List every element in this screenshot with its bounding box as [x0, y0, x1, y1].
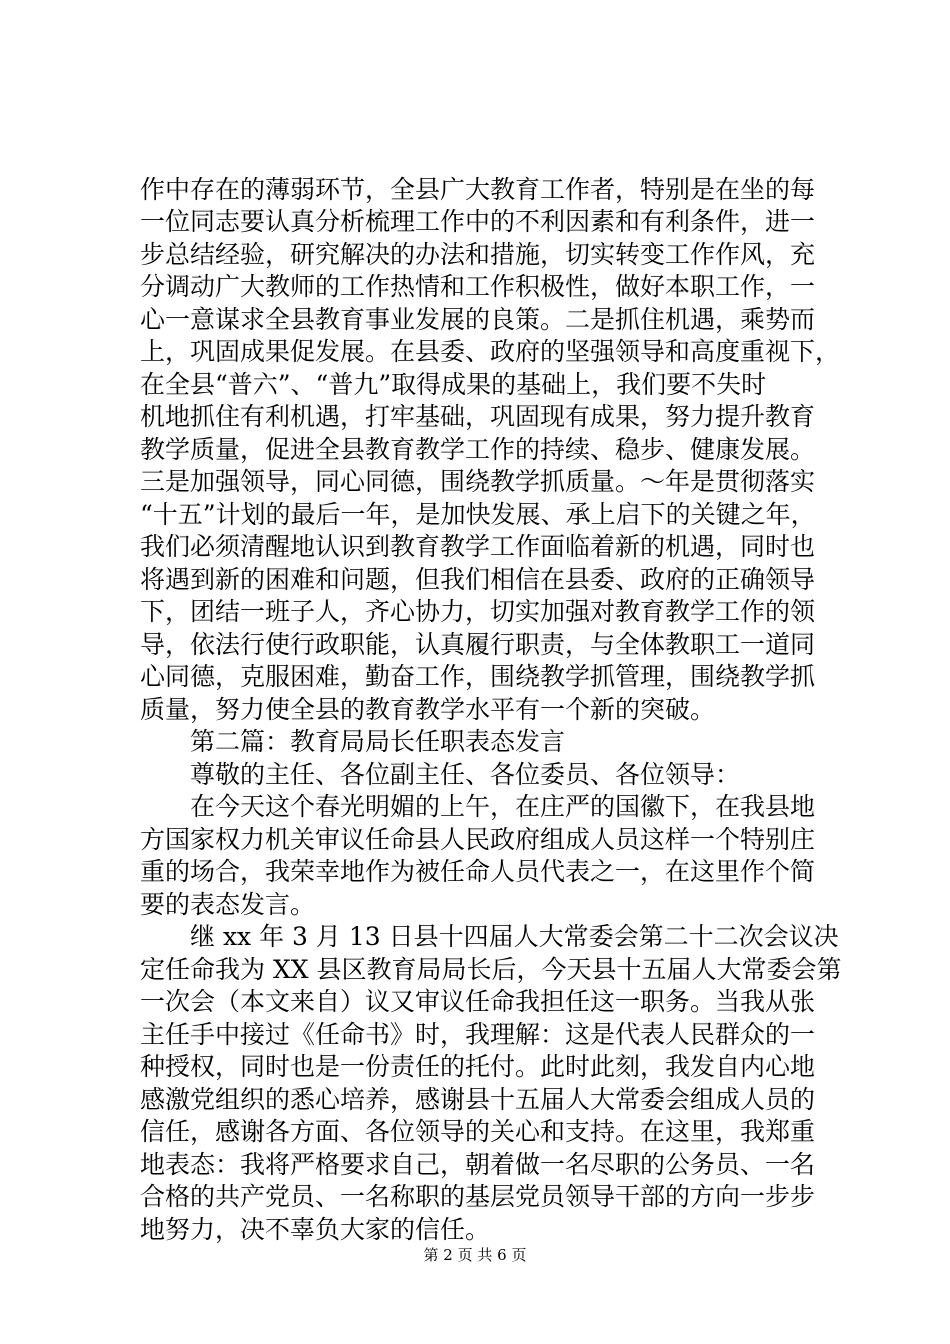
text-line: 心一意谋求全县教育事业发展的良策。二是抓住机遇，乘势而 — [140, 305, 816, 334]
text-line: 要的表态发言。 — [140, 890, 316, 919]
text-line: 种授权，同时也是一份责任的托付。此时此刻，我发自内心地 — [140, 1052, 816, 1081]
text-line: 方国家权力机关审议任命县人民政府组成人员这样一个特别庄 — [140, 825, 816, 854]
text-line: 教学质量，促进全县教育教学工作的持续、稳步、健康发展。 — [140, 435, 816, 464]
text-line: 在今天这个春光明媚的上午，在庄严的国徽下，在我县地 — [140, 792, 816, 821]
text-line: 将遇到新的困难和问题，但我们相信在县委、政府的正确领导 — [140, 565, 816, 594]
text-line: 上，巩固成果促发展。在县委、政府的坚强领导和高度重视下， — [140, 337, 841, 366]
text-line: 重的场合，我荣幸地作为被任命人员代表之一，在这里作个简 — [140, 857, 816, 886]
text-line: 导，依法行使行政职能，认真履行职责，与全体教职工一道同 — [140, 630, 816, 659]
text-line: 机地抓住有利机遇，打牢基础，巩固现有成果，努力提升教育 — [140, 402, 816, 431]
text-line: 步总结经验，研究解决的办法和措施，切实转变工作作风，充 — [140, 240, 816, 269]
text-line: 心同德，克服困难，勤奋工作，围绕教学抓管理，围绕教学抓 — [140, 662, 816, 691]
text-line: 定任命我为 XX 县区教育局局长后，今天县十五届人大常委会第 — [140, 955, 842, 984]
text-line: 一位同志要认真分析梳理工作中的不利因素和有利条件，进一 — [140, 207, 816, 236]
text-line: 主任手中接过《任命书》时，我理解：这是代表人民群众的一 — [140, 1020, 816, 1049]
text-line: 感激党组织的悉心培养，感谢县十五届人大常委会组成人员的 — [140, 1085, 816, 1114]
text-line: 地努力，决不辜负大家的信任。 — [140, 1215, 491, 1244]
text-line: 我们必须清醒地认识到教育教学工作面临着新的机遇，同时也 — [140, 532, 816, 561]
section-heading: 第二篇：教育局局长任职表态发言 — [140, 727, 566, 756]
text-line: 地表态：我将严格要求自己，朝着做一名尽职的公务员、一名 — [140, 1150, 816, 1179]
text-line: 一次会（本文来自）议又审议任命我担任这一职务。当我从张 — [140, 987, 816, 1016]
text-line: 下，团结一班子人，齐心协力，切实加强对教育教学工作的领 — [140, 597, 816, 626]
text-line: 质量，努力使全县的教育教学水平有一个新的突破。 — [140, 695, 716, 724]
salutation: 尊敬的主任、各位副主任、各位委员、各位领导： — [140, 760, 741, 789]
text-line: 作中存在的薄弱环节，全县广大教育工作者，特别是在坐的每 — [140, 175, 816, 204]
page-number-footer: 第 2 页 共 6 页 — [423, 1246, 527, 1264]
text-line: 信任，感谢各方面、各位领导的关心和支持。在这里，我郑重 — [140, 1117, 816, 1146]
text-line: 继 xx 年 3 月 13 日县十四届人大常委会第二十二次会议决 — [140, 922, 839, 951]
text-line: “十五”计划的最后一年，是加快发展、承上启下的关键之年， — [140, 500, 816, 529]
text-line: 在全县“普六”、“普九”取得成果的基础上，我们要不失时 — [140, 370, 767, 399]
text-line: 三是加强领导，同心同德，围绕教学抓质量。～年是贯彻落实 — [140, 467, 816, 496]
text-line: 分调动广大教师的工作热情和工作积极性，做好本职工作，一 — [140, 272, 816, 301]
text-line: 合格的共产党员、一名称职的基层党员领导干部的方向一步步 — [140, 1182, 816, 1211]
